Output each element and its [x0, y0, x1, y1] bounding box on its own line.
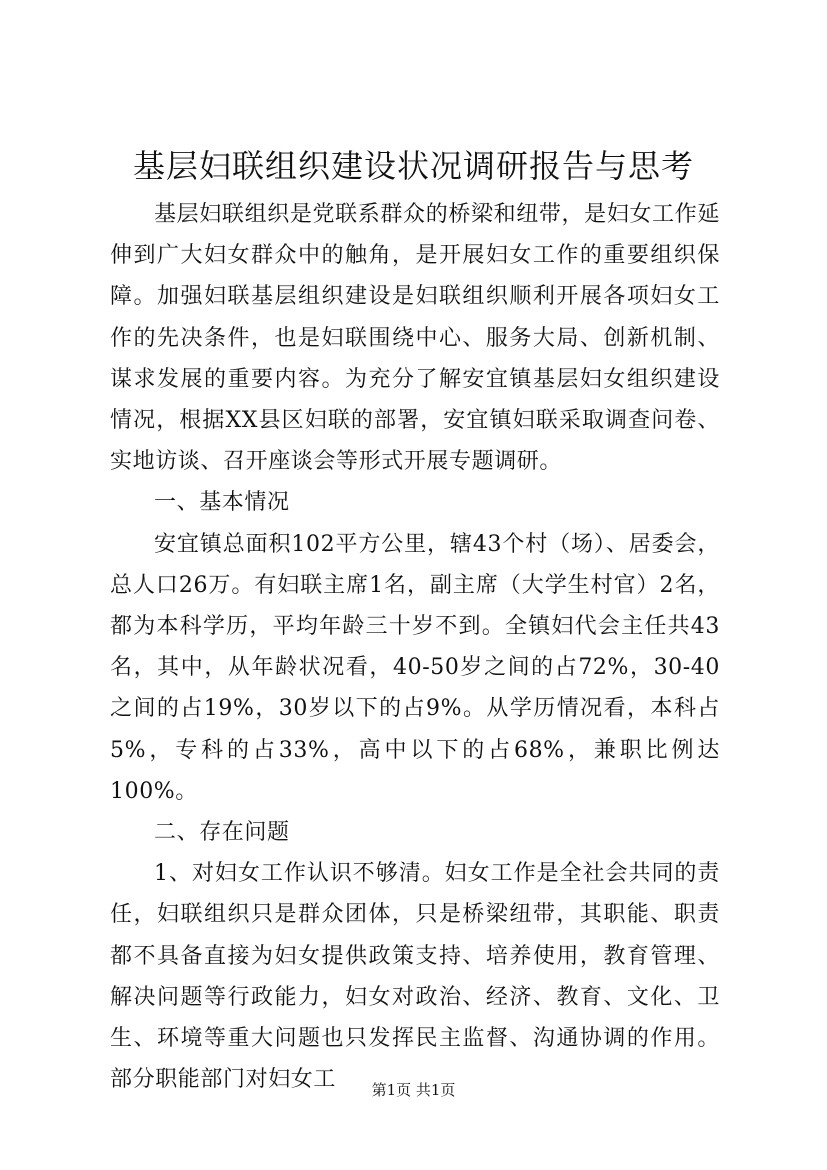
section-heading-problems: 二、存在问题 — [154, 820, 290, 846]
document-body — [110, 194, 720, 1100]
document-title: 基层妇联组织建设状况调研报告与思考 — [132, 147, 694, 185]
paragraph-problem-1: 1、对妇女工作认识不够清。妇女工作是全社会共同的责任，妇联组织只是群众团体，只是桥梁纽带，其职能、职责都不具备直接为妇女提供政策支持、培养使用，教育管理、解决问题等行政能力，妇女对政治、经济、教育、文化、卫生、环境等重大问题也只发挥民主监督、沟通协调的作用。部分职能部门对妇女工 — [110, 861, 720, 1093]
paragraph-intro: 基层妇联组织是党联系群众的桥梁和纽带，是妇女工作延伸到广大妇女群众中的触角，是开展妇女工作的重要组织保障。加强妇联基层组织建设是妇联组织顺利开展各项妇女工作的先决条件，也是妇联围绕中心、服务大局、创新机制、谋求发展的重要内容。为充分了解安宜镇基层妇女组织建设情况，根据XX县区妇联的部署，安宜镇妇联采取调查问卷、实地访谈、召开座谈会等形式开展专题调研。 — [110, 202, 720, 475]
paragraph-basic-situation: 安宜镇总面积102平方公里，辖43个村（场）、居委会，总人口26万。有妇联主席1名，副主席（大学生村官）2名，都为本科学历，平均年龄三十岁不到。全镇妇代会主任共43名，其中，从年龄状况看，40-50岁之间的占72%，30-40之间的占19%，30岁以下的占9%。从学历情况看，本科占5%，专科的占33%，高中以下的占68%，兼职比例达100%。 — [110, 531, 720, 804]
page-footer: 第1页 共1页 — [371, 1081, 456, 1099]
section-heading-basic-situation: 一、基本情况 — [154, 490, 290, 516]
